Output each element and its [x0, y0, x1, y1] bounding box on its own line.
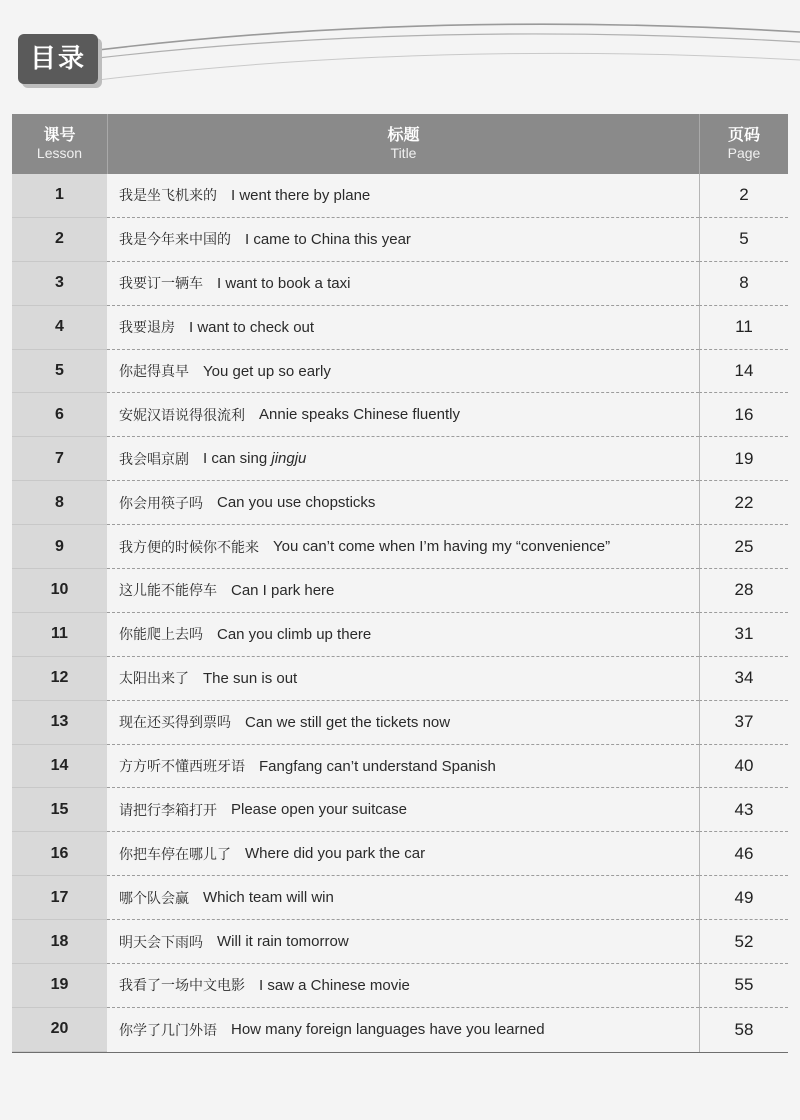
table-row[interactable] [12, 964, 788, 1008]
lesson-number: 13 [12, 701, 107, 745]
lesson-title [107, 174, 699, 218]
lesson-title-zh: 方方听不懂西班牙语 [119, 759, 245, 776]
column-header-title [108, 114, 699, 174]
lesson-number: 3 [12, 262, 107, 306]
lesson-title-zh: 你把车停在哪儿了 [119, 846, 231, 863]
page-number: 2 [699, 174, 788, 218]
lesson-number: 14 [12, 745, 107, 789]
italic-term: jingju [271, 450, 307, 468]
lesson-title-zh: 我要退房 [119, 320, 175, 337]
lesson-title-en: The sun is out [203, 669, 298, 687]
page-number: 40 [699, 745, 788, 789]
column-header-title-en: Title [390, 145, 417, 161]
lesson-title-en: Will it rain tomorrow [217, 933, 349, 951]
lesson-title [107, 306, 699, 350]
page-number: 5 [699, 218, 788, 262]
page-number: 8 [699, 262, 788, 306]
lesson-number: 20 [12, 1008, 107, 1052]
lesson-title [107, 350, 699, 394]
lesson-title-zh: 现在还买得到票吗 [119, 715, 231, 732]
page-number: 11 [699, 306, 788, 350]
lesson-title [107, 701, 699, 745]
lesson-number: 6 [12, 393, 107, 437]
column-header-page-zh: 页码 [727, 125, 760, 144]
column-header-lesson-zh: 课号 [43, 125, 76, 144]
lesson-title-en: Fangfang can’t understand Spanish [259, 757, 496, 775]
lesson-title-en: I saw a Chinese movie [259, 976, 410, 994]
lesson-title [107, 1008, 699, 1052]
lesson-title [107, 832, 699, 876]
page-number: 19 [699, 437, 788, 481]
lesson-title [107, 657, 699, 701]
lesson-title-zh: 你能爬上去吗 [119, 627, 203, 644]
lesson-title [107, 437, 699, 481]
column-header-lesson [12, 114, 108, 174]
table-row[interactable] [12, 262, 788, 306]
lesson-title-zh: 你起得真早 [119, 364, 189, 380]
lesson-number: 10 [12, 569, 107, 613]
lesson-title-zh: 安妮汉语说得很流利 [119, 407, 245, 424]
lesson-title-en: I can sing jingju [203, 450, 307, 468]
decorative-header-curves [0, 0, 800, 110]
table-row[interactable] [12, 393, 788, 437]
table-row[interactable] [12, 1008, 788, 1052]
page-number: 37 [699, 701, 788, 745]
lesson-title [107, 218, 699, 262]
lesson-title [107, 525, 699, 569]
table-row[interactable] [12, 569, 788, 613]
lesson-number: 17 [12, 876, 107, 920]
lesson-title-zh: 这儿能不能停车 [119, 583, 217, 600]
table-row[interactable] [12, 174, 788, 218]
table-row[interactable] [12, 613, 788, 657]
page-number: 25 [699, 525, 788, 569]
table-row[interactable] [12, 306, 788, 350]
lesson-number: 4 [12, 306, 107, 350]
table-row[interactable] [12, 920, 788, 964]
lesson-title [107, 876, 699, 920]
lesson-title-en: Can you climb up there [217, 625, 372, 643]
column-header-page-en: Page [727, 145, 761, 161]
table-row[interactable] [12, 525, 788, 569]
lesson-title-en: Which team will win [203, 889, 334, 907]
page-number: 16 [699, 393, 788, 437]
table-row[interactable] [12, 350, 788, 394]
table-header [12, 114, 788, 174]
page-number: 52 [699, 920, 788, 964]
lesson-title-zh: 哪个队会赢 [119, 890, 189, 907]
lesson-title-en: I want to book a taxi [217, 274, 351, 292]
table-row[interactable] [12, 745, 788, 789]
lesson-title-en: How many foreign languages have you learned [231, 1021, 545, 1039]
lesson-title [107, 393, 699, 437]
lesson-title [107, 262, 699, 306]
lesson-number: 16 [12, 832, 107, 876]
lesson-title-zh: 我要订一辆车 [119, 276, 203, 293]
lesson-title-en: Please open your suitcase [231, 801, 407, 819]
lesson-title-zh: 我会唱京剧 [119, 451, 189, 468]
lesson-title-zh: 太阳出来了 [119, 671, 189, 688]
page-number: 28 [699, 569, 788, 613]
lesson-title [107, 745, 699, 789]
table-body [12, 174, 788, 1053]
lesson-title-en: I came to China this year [245, 230, 411, 248]
lesson-title-zh: 我看了一场中文电影 [119, 978, 245, 995]
lesson-title-zh: 请把行李箱打开 [119, 802, 217, 819]
table-row[interactable] [12, 218, 788, 262]
lesson-title-zh: 明天会下雨吗 [119, 934, 203, 951]
table-row[interactable] [12, 832, 788, 876]
lesson-title-zh: 我是今年来中国的 [119, 232, 231, 249]
lesson-title-en: You get up so early [203, 362, 331, 380]
page-number: 14 [699, 350, 788, 394]
lesson-number: 2 [12, 218, 107, 262]
page-number: 58 [699, 1008, 788, 1052]
lesson-title-zh: 你学了几门外语 [119, 1022, 217, 1039]
lesson-title-zh: 我方便的时候你不能来 [119, 539, 259, 556]
lesson-number: 19 [12, 964, 107, 1008]
lesson-title-en: Can we still get the tickets now [245, 713, 451, 731]
table-row[interactable] [12, 701, 788, 745]
lesson-title-en: Can you use chopsticks [217, 494, 376, 512]
column-header-title-zh: 标题 [387, 125, 420, 144]
table-row[interactable] [12, 788, 788, 832]
table-row[interactable] [12, 437, 788, 481]
table-row[interactable] [12, 876, 788, 920]
lesson-number: 15 [12, 788, 107, 832]
lesson-title-en: Can I park here [231, 581, 335, 599]
page-number: 49 [699, 876, 788, 920]
lesson-title [107, 920, 699, 964]
lesson-title [107, 569, 699, 613]
lesson-number: 18 [12, 920, 107, 964]
page-number: 46 [699, 832, 788, 876]
lesson-number: 8 [12, 481, 107, 525]
page-title: 目录 [29, 44, 86, 74]
toc-table [12, 114, 788, 1053]
lesson-title-en: Annie speaks Chinese fluently [259, 406, 460, 424]
lesson-title-zh: 我是坐飞机来的 [119, 188, 217, 205]
lesson-number: 9 [12, 525, 107, 569]
lesson-number: 11 [12, 613, 107, 657]
lesson-title [107, 481, 699, 525]
lesson-number: 1 [12, 174, 107, 218]
column-header-lesson-en: Lesson [36, 145, 83, 161]
lesson-number: 12 [12, 657, 107, 701]
table-row[interactable] [12, 481, 788, 525]
toc-title-tab [18, 34, 98, 84]
lesson-title-en: I want to check out [189, 318, 315, 336]
page-number: 55 [699, 964, 788, 1008]
lesson-number: 7 [12, 437, 107, 481]
page-number: 34 [699, 657, 788, 701]
lesson-title [107, 788, 699, 832]
lesson-number: 5 [12, 350, 107, 394]
lesson-title-en: Where did you park the car [245, 845, 426, 863]
page-number: 43 [699, 788, 788, 832]
lesson-title-zh: 你会用筷子吗 [119, 495, 203, 512]
table-row[interactable] [12, 657, 788, 701]
lesson-title-en: You can’t come when I’m having my “convenience” [273, 538, 611, 556]
lesson-title-en: I went there by plane [231, 186, 371, 204]
lesson-title [107, 613, 699, 657]
lesson-title [107, 964, 699, 1008]
page-number: 31 [699, 613, 788, 657]
column-header-page [699, 114, 788, 174]
page-number: 22 [699, 481, 788, 525]
